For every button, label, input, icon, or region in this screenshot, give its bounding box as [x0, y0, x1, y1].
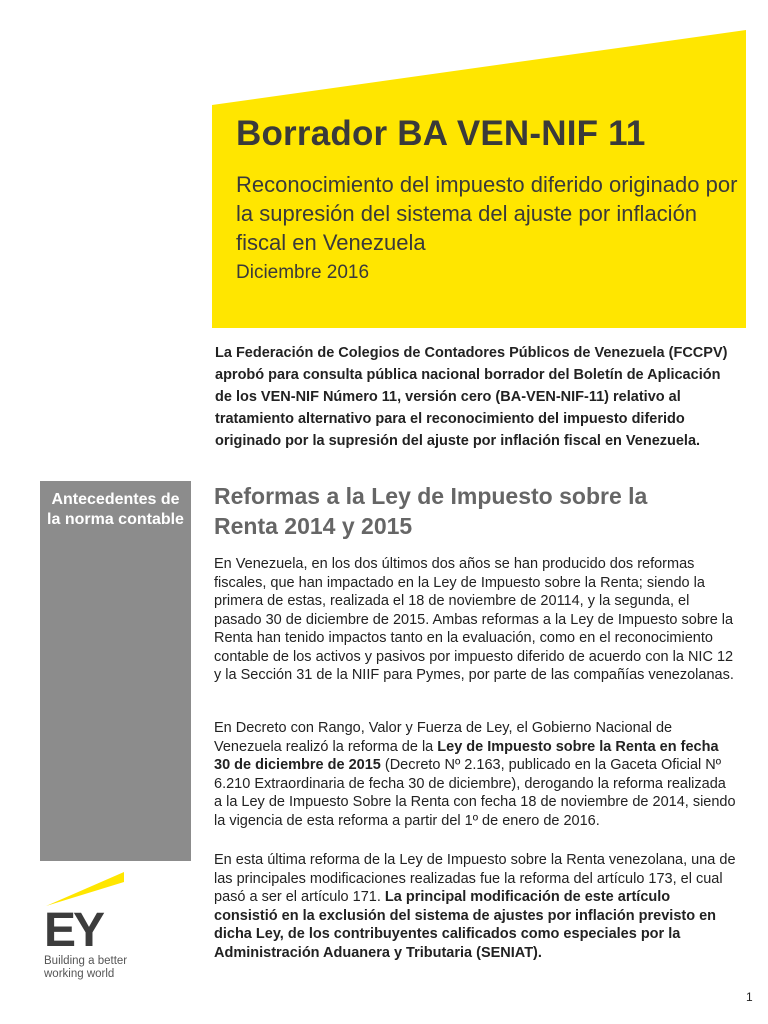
sidebar-box	[40, 481, 191, 861]
ey-logo-beam	[46, 872, 124, 906]
sidebar-label: Antecedentes de la norma contable	[47, 491, 184, 528]
paragraph-text: En Decreto con Rango, Valor y Fuerza de Ley, el Gobierno Nacional de Venezuela realizó la reforma de la	[214, 720, 673, 755]
intro-paragraph: La Federación de Colegios de Contadores Públicos de Venezuela (FCCPV) aprobó para consulta pública nacional borrador del Boletín de Aplicación de los VEN-NIF Número 11, versión cero (BA-VEN-NIF-11) relativo al tratamiento alternativo para el reconocimiento del impuesto diferido originado por la supresión del ajuste por inflación fiscal en Venezuela.	[215, 345, 728, 449]
document-date: Diciembre 2016	[236, 262, 370, 283]
ey-tagline-line-1: Building a better	[44, 955, 128, 967]
paragraph-text: (Decreto Nº 2.163, publicado en la Gaceta Oficial Nº 6.210 Extraordinaria de fecha 30 de diciembre), derogando la reforma realizada a la Ley de Impuesto Sobre la Renta con fecha 18 de noviembre de 2014, siendo la vigencia de esta reforma a partir del 1º de enero de 2016.	[214, 757, 736, 829]
ey-logo-text: EY	[44, 904, 103, 957]
body-paragraph-2	[214, 719, 736, 830]
body-paragraph-1: En Venezuela, en los dos últimos dos años se han producido dos reformas fiscales, que han impactado en la Ley de Impuesto sobre la Renta; siendo la primera de estas, realizada el 18 de noviembre de 20114, y la segunda, el pasado 30 de diciembre de 2015. Ambas reformas a la Ley de Impuesto sobre la Renta han tenido impactos tanto en la evaluación, como en el reconocimiento contable de los activos y pasivos por impuesto diferido de acuerdo con la NIC 12 y la Sección 31 de la NIIF para Pymes, por parte de las compañías venezolanas.	[214, 556, 734, 683]
section-heading: Reformas a la Ley de Impuesto sobre la Renta 2014 y 2015	[214, 483, 648, 539]
body-paragraph-3	[214, 851, 736, 962]
paragraph-text: En esta última reforma de la Ley de Impuesto sobre la Renta venezolana, una de las principales modificaciones realizadas fue la reforma del artículo 173, el cual pasó a ser el artículo 171.	[214, 852, 736, 905]
ey-tagline-line-2: working world	[44, 968, 115, 980]
page-number: 1	[746, 990, 753, 1004]
document-subtitle: Reconocimiento del impuesto diferido originado por la supresión del sistema del ajuste por inflación fiscal en Venezuela	[236, 172, 738, 255]
paragraph-bold-text: La principal modificación de este artículo consistió en la exclusión del sistema de ajustes por inflación previsto en dicha Ley, de los contribuyentes calificados como especiales por la Administración Aduanera y Tributaria (SENIAT).	[214, 889, 717, 961]
ey-tagline	[44, 955, 127, 981]
document-title: Borrador BA VEN-NIF 11	[236, 114, 646, 153]
paragraph-bold-text: Ley de Impuesto sobre la Renta en fecha 30 de diciembre de 2015	[214, 738, 719, 773]
